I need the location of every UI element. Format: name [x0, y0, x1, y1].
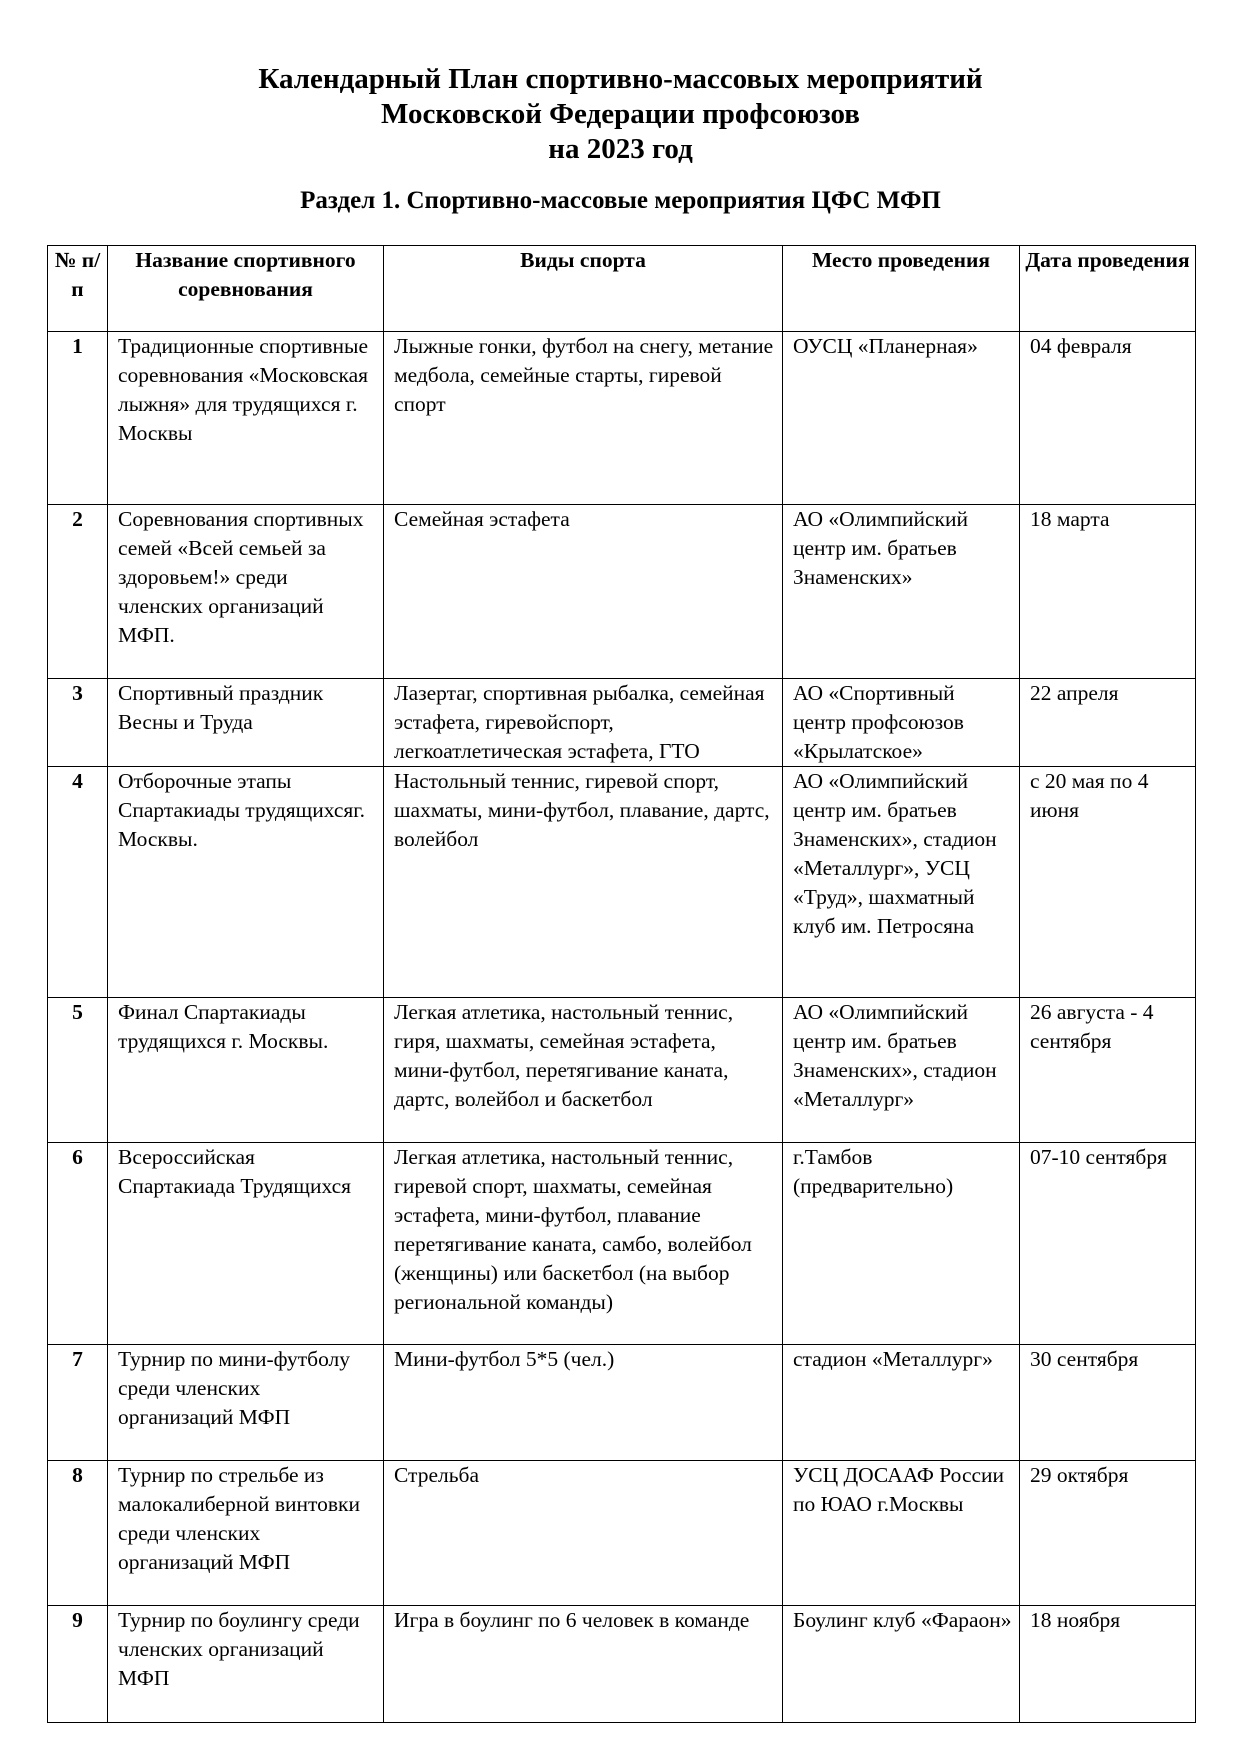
table-row — [48, 1461, 1196, 1606]
cell-date: 07-10 сентября — [1020, 1143, 1196, 1345]
cell-place: г.Тамбов (предварительно) — [783, 1143, 1020, 1345]
cell-place: УСЦ ДОСААФ России по ЮАО г.Москвы — [783, 1461, 1020, 1606]
cell-place: АО «Олимпийский центр им. братьев Знаменских» — [783, 505, 1020, 679]
cell-name: Турнир по мини-футболу среди членских организаций МФП — [108, 1345, 384, 1461]
cell-date: 18 марта — [1020, 505, 1196, 679]
table-row — [48, 505, 1196, 679]
cell-date: 29 октября — [1020, 1461, 1196, 1606]
cell-place: Боулинг клуб «Фараон» — [783, 1606, 1020, 1723]
cell-date: 30 сентября — [1020, 1345, 1196, 1461]
cell-date: 18 ноября — [1020, 1606, 1196, 1723]
cell-num: 3 — [48, 679, 108, 767]
cell-num: 1 — [48, 332, 108, 505]
document-title — [0, 62, 1241, 167]
cell-sports: Настольный теннис, гиревой спорт, шахматы, мини-футбол, плавание, дартс, волейбол — [384, 767, 783, 998]
table-row — [48, 1345, 1196, 1461]
section-title: Раздел 1. Спортивно-массовые мероприятия ЦФС МФП — [300, 187, 941, 214]
cell-sports: Легкая атлетика, настольный теннис, гиря, шахматы, семейная эстафета, мини-футбол, перетягивание каната, дартс, волейбол и баскетбол — [384, 998, 783, 1143]
header-date: Дата проведения — [1020, 246, 1196, 332]
cell-name: Всероссийская Спартакиада Трудящихся — [108, 1143, 384, 1345]
table-header-row — [48, 246, 1196, 332]
table-row — [48, 1143, 1196, 1345]
title-line-1: Календарный План спортивно-массовых мероприятий — [258, 63, 983, 95]
table-row — [48, 998, 1196, 1143]
cell-place: АО «Олимпийский центр им. братьев Знаменских», стадион «Металлург» — [783, 998, 1020, 1143]
cell-sports: Игра в боулинг по 6 человек в команде — [384, 1606, 783, 1723]
cell-place: ОУСЦ «Планерная» — [783, 332, 1020, 505]
cell-name: Финал Спартакиады трудящихся г. Москвы. — [108, 998, 384, 1143]
cell-num: 2 — [48, 505, 108, 679]
cell-name: Традиционные спортивные соревнования «Московская лыжня» для трудящихся г. Москвы — [108, 332, 384, 505]
cell-name: Турнир по боулингу среди членских организаций МФП — [108, 1606, 384, 1723]
cell-sports: Стрельба — [384, 1461, 783, 1606]
events-table — [47, 245, 1196, 1723]
header-name: Название спортивного соревнования — [108, 246, 384, 332]
cell-place: стадион «Металлург» — [783, 1345, 1020, 1461]
cell-sports: Легкая атлетика, настольный теннис, гиревой спорт, шахматы, семейная эстафета, мини-футбол, плавание перетягивание каната, самбо, волейбол (женщины) или баскетбол (на выбор региональной команды) — [384, 1143, 783, 1345]
cell-place: АО «Спортивный центр профсоюзов «Крылатское» — [783, 679, 1020, 767]
cell-num: 8 — [48, 1461, 108, 1606]
table-row — [48, 1606, 1196, 1723]
cell-name: Турнир по стрельбе из малокалиберной винтовки среди членских организаций МФП — [108, 1461, 384, 1606]
cell-name: Спортивный праздник Весны и Труда — [108, 679, 384, 767]
cell-date: 22 апреля — [1020, 679, 1196, 767]
cell-num: 4 — [48, 767, 108, 998]
header-num: № п/п — [48, 246, 108, 332]
cell-place: АО «Олимпийский центр им. братьев Знаменских», стадион «Металлург», УСЦ «Труд», шахматный клуб им. Петросяна — [783, 767, 1020, 998]
cell-date: с 20 мая по 4 июня — [1020, 767, 1196, 998]
cell-num: 9 — [48, 1606, 108, 1723]
title-line-2: Московской Федерации профсоюзов — [381, 98, 860, 130]
header-sports: Виды спорта — [384, 246, 783, 332]
cell-num: 7 — [48, 1345, 108, 1461]
title-line-3: на 2023 год — [548, 133, 693, 165]
cell-sports: Семейная эстафета — [384, 505, 783, 679]
cell-num: 6 — [48, 1143, 108, 1345]
cell-sports: Мини-футбол 5*5 (чел.) — [384, 1345, 783, 1461]
cell-date: 04 февраля — [1020, 332, 1196, 505]
cell-sports: Лыжные гонки, футбол на снегу, метание медбола, семейные старты, гиревой спорт — [384, 332, 783, 505]
cell-num: 5 — [48, 998, 108, 1143]
cell-name: Соревнования спортивных семей «Всей семьей за здоровьем!» среди членских организаций МФП. — [108, 505, 384, 679]
cell-date: 26 августа - 4 сентября — [1020, 998, 1196, 1143]
table-row — [48, 767, 1196, 998]
cell-sports: Лазертаг, спортивная рыбалка, семейная эстафета, гиревойспорт, легкоатлетическая эстафета, ГТО — [384, 679, 783, 767]
header-place: Место проведения — [783, 246, 1020, 332]
table-row — [48, 332, 1196, 505]
cell-name: Отборочные этапы Спартакиады трудящихсяг. Москвы. — [108, 767, 384, 998]
table-row — [48, 679, 1196, 767]
